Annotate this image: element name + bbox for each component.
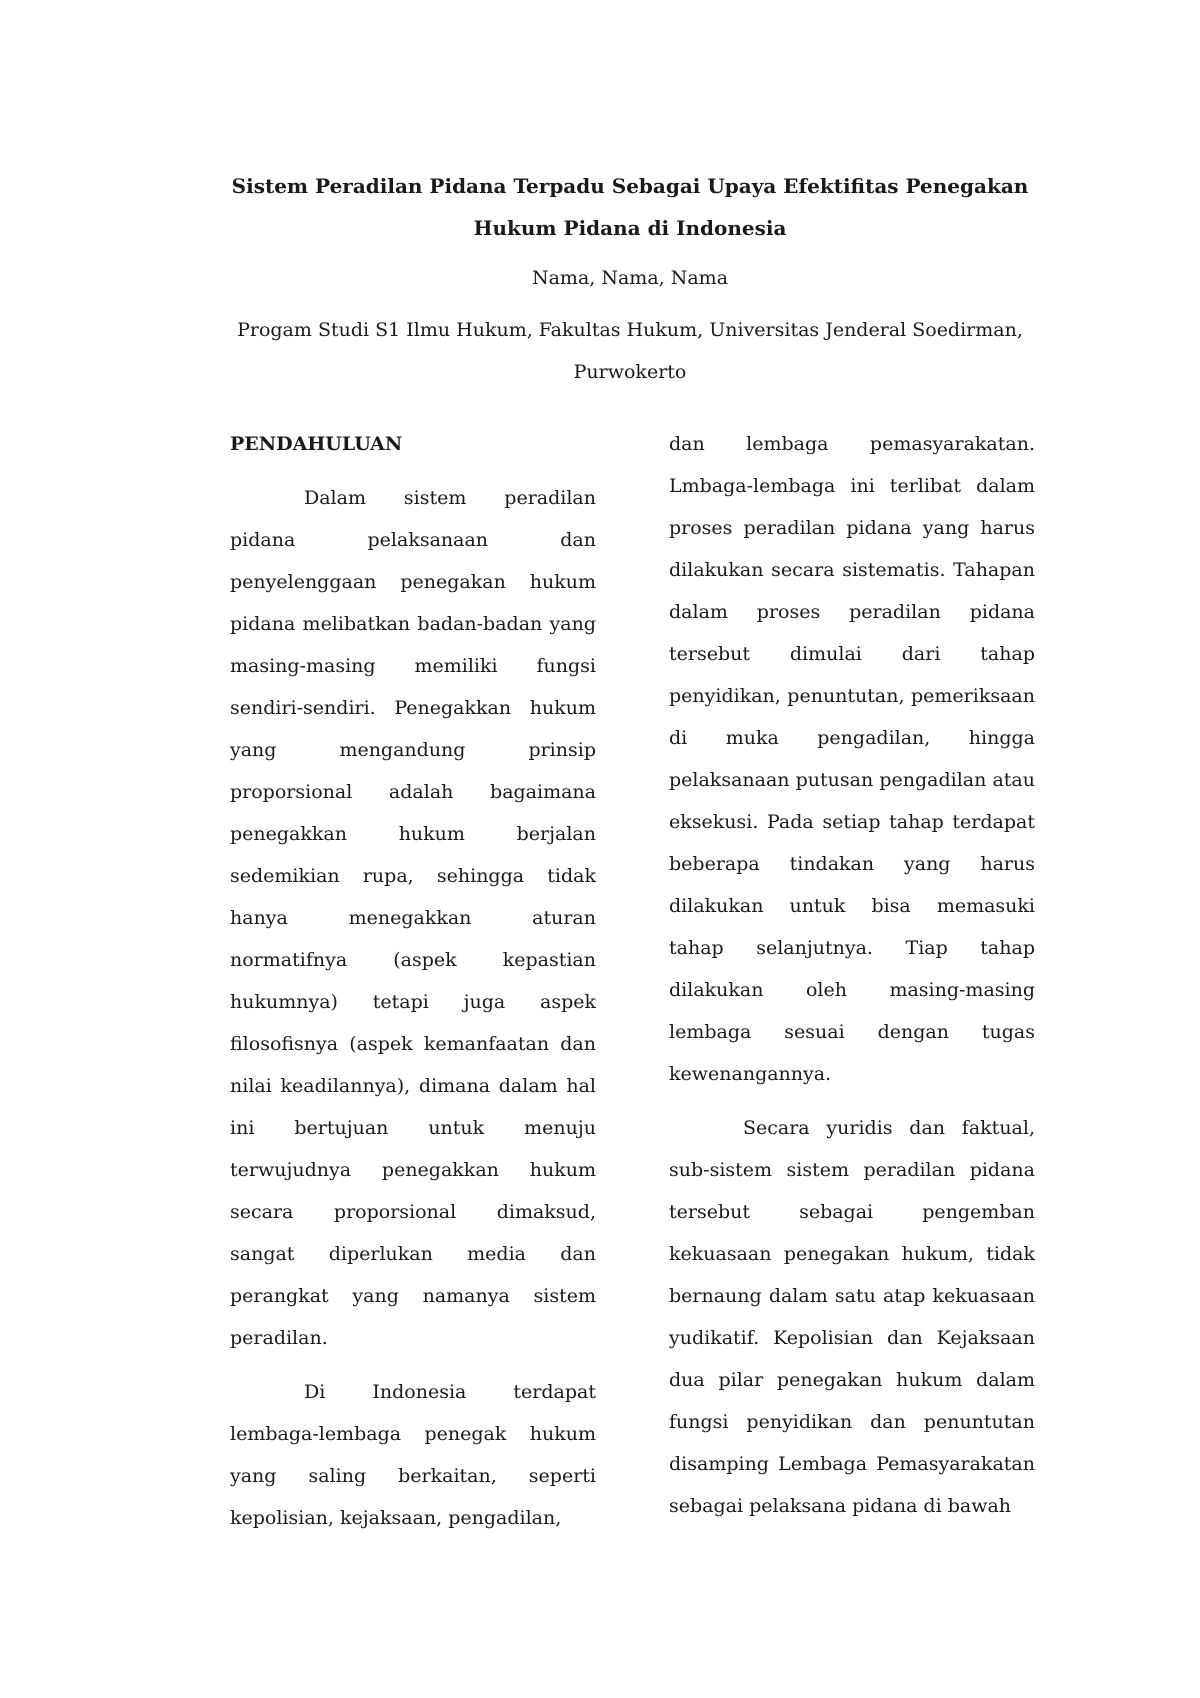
- right-column: [669, 423, 1035, 1527]
- paper-title: [200, 165, 1060, 249]
- paragraph-intro: Dalam sistem peradilan pidana pelaksanaan dan penyelenggaan penegakan hukum pidana melibatkan badan-badan yang masing-masing memiliki fungsi sendiri-sendiri. Penegakkan hukum yang mengandung prinsip proporsional adalah bagaimana penegakkan hukum berjalan sedemikian rupa, sehingga tidak hanya menegakkan aturan normatifnya (aspek kepastian hukumnya) tetapi juga aspek filosofisnya (aspek kemanfaatan dan nilai keadilannya), dimana dalam hal ini bertujuan untuk menuju terwujudnya penegakkan hukum secara proporsional dimaksud, sangat diperlukan media dan perangkat yang namanya sistem peradilan.: [230, 487, 596, 1349]
- author-list: Nama, Nama, Nama: [531, 267, 729, 289]
- affiliation-line-1: Progam Studi S1 Ilmu Hukum, Fakultas Hukum, Universitas Jenderal Soedirman,: [237, 319, 1023, 341]
- paper-header: [200, 165, 1060, 393]
- paragraph-indonesia: Di Indonesia terdapat lembaga-lembaga penegak hukum yang saling berkaitan, seperti kepolisian, kejaksaan, pengadilan,: [230, 1381, 596, 1529]
- affiliation-line-2: Purwokerto: [573, 361, 687, 383]
- paper-title-line-1: Sistem Peradilan Pidana Terpadu Sebagai Upaya Efektifitas Penegakan: [231, 174, 1029, 198]
- affiliation: [200, 309, 1060, 393]
- left-column: [230, 423, 596, 1539]
- paper-title-line-2: Hukum Pidana di Indonesia: [473, 216, 787, 240]
- paragraph-continuation: dan lembaga pemasyarakatan. Lmbaga-lembaga ini terlibat dalam proses peradilan pidana yang harus dilakukan secara sistematis. Tahapan dalam proses peradilan pidana tersebut dimulai dari tahap penyidikan, penuntutan, pemeriksaan di muka pengadilan, hingga pelaksanaan putusan pengadilan atau eksekusi. Pada setiap tahap terdapat beberapa tindakan yang harus dilakukan untuk bisa memasuki tahap selanjutnya. Tiap tahap dilakukan oleh masing-masing lembaga sesuai dengan tugas kewenangannya.: [669, 433, 1035, 1085]
- paragraph-yuridis: Secara yuridis dan faktual, sub-sistem sistem peradilan pidana tersebut sebagai pengemban kekuasaan penegakan hukum, tidak bernaung dalam satu atap kekuasaan yudikatif. Kepolisian dan Kejaksaan dua pilar penegakan hukum dalam fungsi penyidikan dan penuntutan disamping Lembaga Pemasyarakatan sebagai pelaksana pidana di bawah: [669, 1117, 1035, 1517]
- section-heading: PENDAHULUAN: [230, 433, 403, 455]
